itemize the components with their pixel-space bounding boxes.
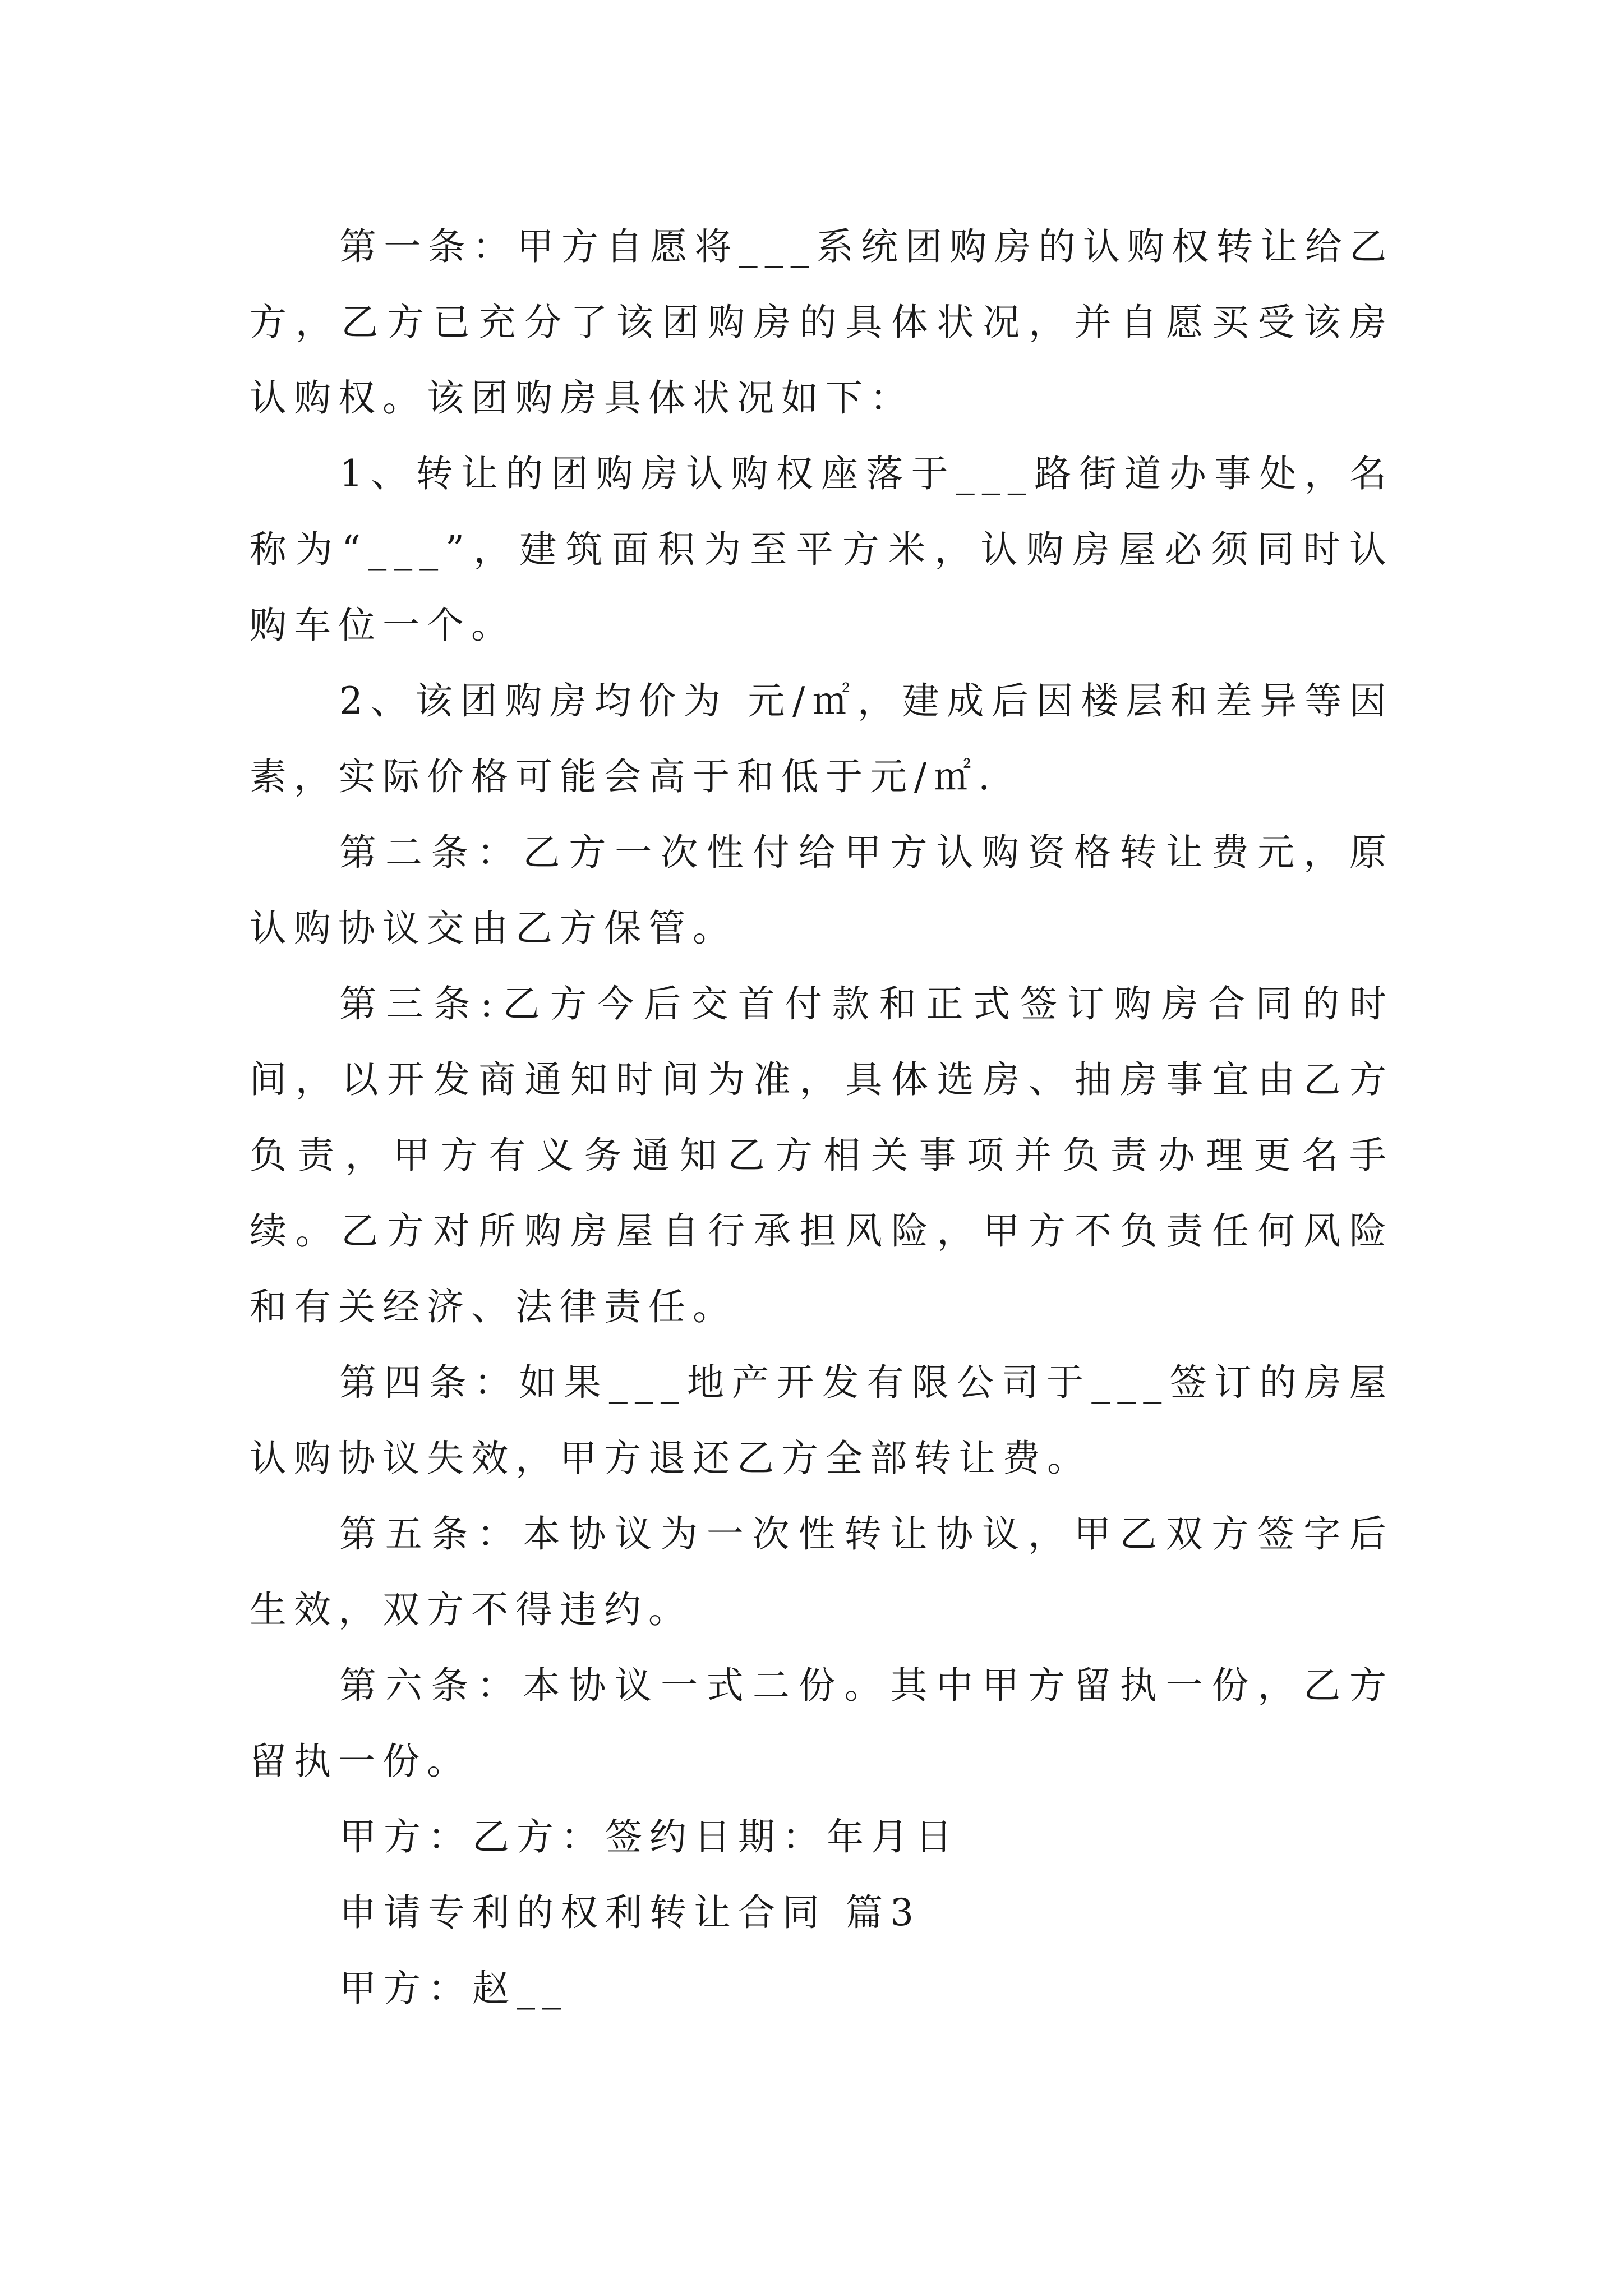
document-body bbox=[250, 209, 1394, 2026]
section-heading: 申请专利的权利转让合同 篇3 bbox=[339, 1891, 921, 1934]
item-1-paragraph: 1、转让的团购房认购权座落于___路街道办事处，名称为“___”，建筑面积为至平方米，认购房屋必须同时认购车位一个。 bbox=[250, 452, 1394, 647]
party-a-line: 甲方：赵__ bbox=[339, 1967, 568, 2010]
signature-line: 甲方：乙方：签约日期：年月日 bbox=[339, 1815, 960, 1858]
item-2-paragraph: 2、该团购房均价为 元/㎡，建成后因楼层和差异等因素，实际价格可能会高于和低于元/㎡. bbox=[250, 679, 1394, 798]
article-1-paragraph: 第一条：甲方自愿将___系统团购房的认购权转让给乙方，乙方已充分了该团购房的具体状况，并自愿买受该房认购权。该团购房具体状况如下： bbox=[250, 225, 1394, 420]
article-3-paragraph: 第三条:乙方今后交首付款和正式签订购房合同的时间，以开发商通知时间为准，具体选房、抽房事宜由乙方负责，甲方有义务通知乙方相关事项并负责办理更名手续。乙方对所购房屋自行承担风险，甲方不负责任何风险和有关经济、法律责任。 bbox=[250, 982, 1394, 1328]
article-4-paragraph: 第四条：如果___地产开发有限公司于___签订的房屋认购协议失效，甲方退还乙方全部转让费。 bbox=[250, 1361, 1394, 1480]
article-5-paragraph: 第五条：本协议为一次性转让协议，甲乙双方签字后生效，双方不得违约。 bbox=[250, 1512, 1394, 1631]
article-6-paragraph: 第六条：本协议一式二份。其中甲方留执一份，乙方留执一份。 bbox=[250, 1664, 1394, 1783]
article-2-paragraph: 第二条：乙方一次性付给甲方认购资格转让费元，原认购协议交由乙方保管。 bbox=[250, 831, 1394, 950]
